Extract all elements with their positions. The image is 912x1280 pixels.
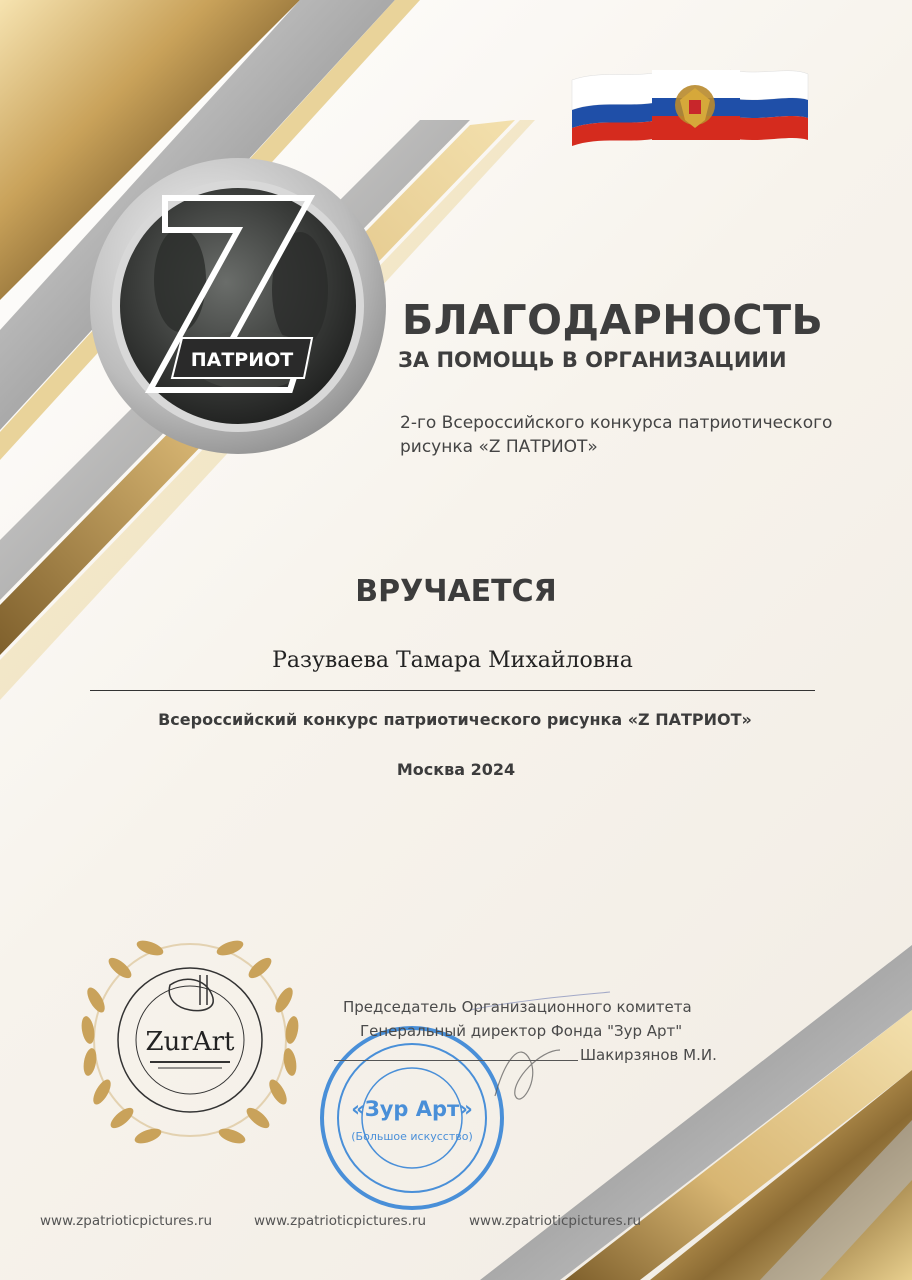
emblem-label: ПАТРИОТ bbox=[190, 349, 294, 371]
contest-description bbox=[400, 411, 890, 459]
russian-flag-icon bbox=[572, 70, 808, 146]
stamp-center-line1: «Зур Арт» bbox=[351, 1097, 473, 1121]
patriot-emblem bbox=[90, 158, 386, 454]
stamp-center-line2: (Большое искусство) bbox=[351, 1130, 473, 1143]
certificate-subtitle: ЗА ПОМОЩЬ В ОРГАНИЗАЦИИИ bbox=[398, 348, 787, 372]
footer-link-3[interactable]: www.zpatrioticpictures.ru bbox=[469, 1213, 642, 1229]
zurart-logo-text: ZurArt bbox=[145, 1027, 235, 1057]
signature-line bbox=[334, 1060, 578, 1061]
signatory-title-2: Генеральный директор Фонда "Зур Арт" bbox=[360, 1022, 683, 1040]
awarded-label-text: ВРУЧАЕТСЯ bbox=[355, 574, 557, 609]
signatory-name: Шакирзянов М.И. bbox=[580, 1046, 717, 1064]
footer-link-2[interactable]: www.zpatrioticpictures.ru bbox=[254, 1213, 427, 1229]
certificate-title: БЛАГОДАРНОСТЬ bbox=[402, 296, 824, 344]
awarded-label bbox=[0, 574, 912, 609]
event-name: Всероссийский конкурс патриотического рисунка «Z ПАТРИОТ» bbox=[158, 710, 752, 729]
contest-line-2: рисунка «Z ПАТРИОТ» bbox=[400, 437, 598, 457]
recipient-name: Разуваева Тамара Михайловна bbox=[272, 648, 633, 673]
city-year: Москва 2024 bbox=[396, 760, 516, 779]
contest-line-1: 2-го Всероссийского конкурса патриотического bbox=[400, 413, 833, 433]
recipient-underline bbox=[90, 690, 815, 691]
signatory-title-1: Председатель Организационного комитета bbox=[343, 998, 692, 1016]
footer-link-1[interactable]: www.zpatrioticpictures.ru bbox=[40, 1213, 213, 1229]
